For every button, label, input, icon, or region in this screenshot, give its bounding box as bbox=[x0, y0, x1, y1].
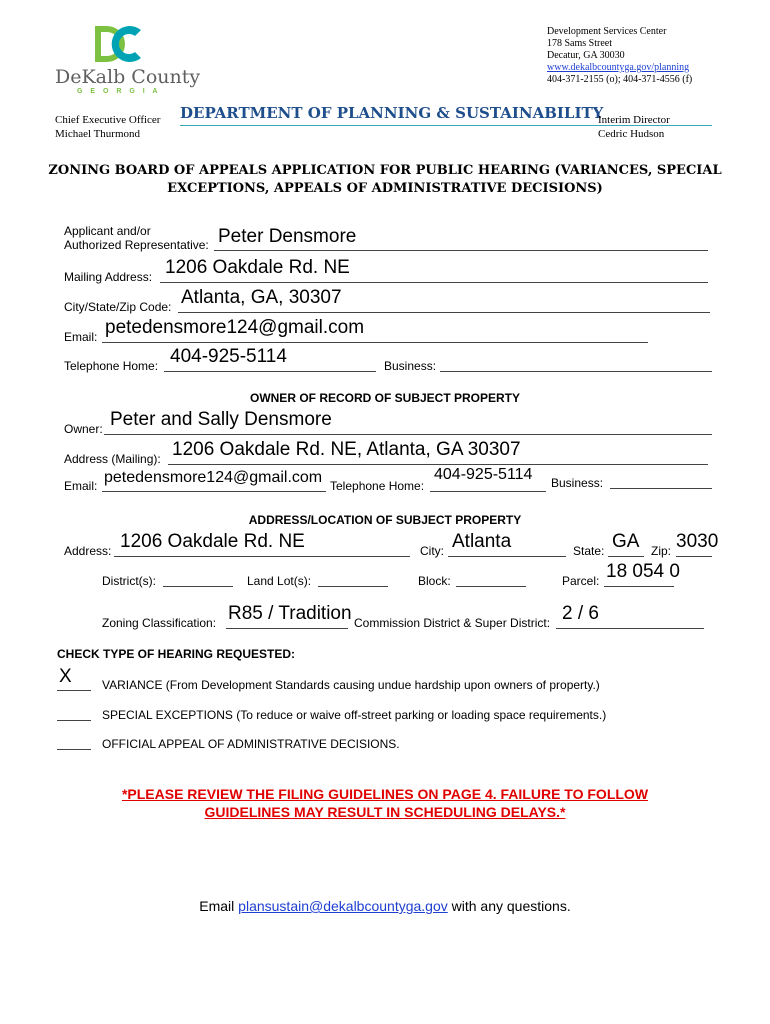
applicant-email-value: petedensmore124@gmail.com bbox=[105, 317, 365, 338]
owner-label: Owner: bbox=[64, 422, 103, 436]
city-state-zip-field[interactable] bbox=[178, 312, 710, 313]
contact-email-link[interactable]: plansustain@dekalbcountyga.gov bbox=[238, 898, 448, 914]
owner-value: Peter and Sally Densmore bbox=[110, 409, 332, 430]
hearing-option-appeal[interactable] bbox=[57, 725, 717, 751]
property-city-value: Atlanta bbox=[452, 531, 512, 552]
variance-mark: X bbox=[59, 666, 72, 687]
property-zip-text: 3030 bbox=[676, 531, 719, 552]
office-url[interactable]: www.dekalbcountyga.gov/planning bbox=[547, 62, 690, 73]
office-phone: 404-371-2155 (o); 404-371-4556 (f) bbox=[547, 74, 693, 85]
block-label: Block: bbox=[418, 574, 451, 588]
director-title: Interim Director bbox=[598, 114, 670, 126]
form-title bbox=[0, 162, 770, 198]
owner-phone-label: Telephone Home: bbox=[330, 479, 425, 493]
owner-phone-field[interactable] bbox=[430, 491, 546, 492]
block-field[interactable] bbox=[456, 586, 526, 587]
applicant-name-value: Peter Densmore bbox=[218, 226, 357, 247]
property-zip-field[interactable] bbox=[676, 556, 712, 557]
office-name: Development Services Center bbox=[547, 26, 667, 37]
property-zip-label: Zip: bbox=[651, 544, 672, 558]
property-city-field[interactable] bbox=[448, 556, 566, 557]
district-label: District(s): bbox=[102, 574, 156, 588]
commission-label: Commission District & Super District: bbox=[354, 616, 551, 630]
applicant-phone-field[interactable] bbox=[164, 371, 376, 372]
office-city: Decatur, GA 30030 bbox=[547, 50, 625, 61]
zoning-field[interactable] bbox=[226, 628, 348, 629]
owner-email-label: Email: bbox=[64, 479, 98, 493]
county-logo bbox=[55, 24, 201, 100]
commission-field[interactable] bbox=[556, 628, 704, 629]
owner-field[interactable] bbox=[104, 434, 712, 435]
property-address-label: Address: bbox=[64, 544, 112, 558]
mailing-label: Mailing Address: bbox=[64, 270, 153, 284]
special-exceptions-checkbox-line[interactable] bbox=[57, 720, 91, 721]
property-state-label: State: bbox=[573, 544, 605, 558]
logo-state: G E O R G I A bbox=[77, 88, 161, 95]
appeal-text: OFFICIAL APPEAL OF ADMINISTRATIVE DECISIONS. bbox=[102, 737, 400, 751]
owner-address-value: 1206 Oakdale Rd. NE, Atlanta, GA 30307 bbox=[172, 439, 521, 460]
hearing-title: CHECK TYPE OF HEARING REQUESTED: bbox=[57, 647, 296, 661]
property-address-value: 1206 Oakdale Rd. NE bbox=[120, 531, 305, 552]
variance-text: VARIANCE (From Development Standards causing undue hardship upon owners of property.) bbox=[102, 678, 600, 692]
zoning-value bbox=[228, 603, 352, 625]
special-exceptions-text: SPECIAL EXCEPTIONS (To reduce or waive off-street parking or loading space requirements.) bbox=[102, 708, 607, 722]
applicant-email-field[interactable] bbox=[102, 342, 648, 343]
owner-business-field[interactable] bbox=[610, 488, 712, 489]
filing-warning-line1: *PLEASE REVIEW THE FILING GUIDELINES ON PAGE 4. FAILURE TO FOLLOW bbox=[121, 786, 649, 802]
applicant-label-line2: Authorized Representative: bbox=[64, 238, 209, 252]
land-lot-field[interactable] bbox=[318, 586, 388, 587]
owner-section-title: OWNER OF RECORD OF SUBJECT PROPERTY bbox=[249, 391, 521, 405]
zoning-text: R85 / Tradition bbox=[228, 603, 352, 624]
property-city-label: City: bbox=[420, 544, 444, 558]
owner-address-label: Address (Mailing): bbox=[64, 452, 161, 466]
director-name: Cedric Hudson bbox=[598, 128, 665, 140]
contact-prefix: Email bbox=[199, 898, 239, 914]
filing-warning-line2: GUIDELINES MAY RESULT IN SCHEDULING DELAYS.* bbox=[204, 804, 566, 820]
applicant-business-label: Business: bbox=[384, 359, 437, 373]
mailing-address-value: 1206 Oakdale Rd. NE bbox=[165, 257, 350, 278]
commission-value: 2 / 6 bbox=[562, 603, 599, 624]
applicant-email-label: Email: bbox=[64, 330, 98, 344]
office-address bbox=[547, 26, 692, 86]
ceo-title: Chief Executive Officer bbox=[55, 114, 161, 126]
parcel-label: Parcel: bbox=[562, 574, 600, 588]
zoning-label: Zoning Classification: bbox=[102, 616, 217, 630]
form-title-line1: ZONING BOARD OF APPEALS APPLICATION FOR PUBLIC HEARING (VARIANCES, SPECIAL bbox=[48, 163, 722, 178]
land-lot-label: Land Lot(s): bbox=[247, 574, 312, 588]
contact-suffix: with any questions. bbox=[447, 898, 571, 914]
applicant-label-line1: Applicant and/or bbox=[64, 224, 151, 238]
contact-footer bbox=[0, 898, 770, 914]
owner-business-label: Business: bbox=[551, 476, 604, 490]
applicant-phone-label: Telephone Home: bbox=[64, 359, 159, 373]
ceo-name: Michael Thurmond bbox=[55, 128, 141, 140]
logo-name: DeKalb County bbox=[55, 66, 201, 88]
city-state-zip-label: City/State/Zip Code: bbox=[64, 300, 172, 314]
owner-email-field[interactable] bbox=[102, 491, 326, 492]
hearing-option-special-exceptions[interactable] bbox=[57, 696, 717, 722]
form-title-line2: EXCEPTIONS, APPEALS OF ADMINISTRATIVE DECISIONS) bbox=[167, 181, 603, 196]
applicant-name-field[interactable] bbox=[214, 250, 708, 251]
mailing-address-field[interactable] bbox=[160, 282, 708, 283]
city-state-zip-value: Atlanta, GA, 30307 bbox=[181, 287, 342, 308]
applicant-business-field[interactable] bbox=[440, 371, 712, 372]
office-street: 178 Sams Street bbox=[547, 38, 612, 49]
property-address-field[interactable] bbox=[114, 556, 410, 557]
filing-warning bbox=[0, 785, 770, 821]
owner-phone-value: 404-925-5114 bbox=[434, 466, 533, 483]
property-zip-value bbox=[676, 531, 719, 553]
owner-address-field[interactable] bbox=[168, 464, 708, 465]
parcel-field[interactable] bbox=[604, 586, 674, 587]
owner-email-value: petedensmore124@gmail.com bbox=[104, 469, 323, 486]
parcel-text: 18 054 0 bbox=[606, 561, 680, 582]
department-title: DEPARTMENT OF PLANNING & SUSTAINABILITY bbox=[180, 104, 604, 122]
property-state-field[interactable] bbox=[608, 556, 644, 557]
appeal-checkbox-line[interactable] bbox=[57, 749, 91, 750]
variance-checkbox-line[interactable] bbox=[57, 690, 91, 691]
applicant-phone-value: 404-925-5114 bbox=[170, 346, 287, 367]
parcel-value bbox=[606, 561, 680, 583]
hearing-option-variance[interactable] bbox=[57, 666, 717, 692]
property-state-value: GA bbox=[612, 531, 640, 552]
district-field[interactable] bbox=[163, 586, 233, 587]
property-section-title: ADDRESS/LOCATION OF SUBJECT PROPERTY bbox=[248, 513, 522, 527]
dekalb-logo-icon bbox=[93, 24, 143, 64]
